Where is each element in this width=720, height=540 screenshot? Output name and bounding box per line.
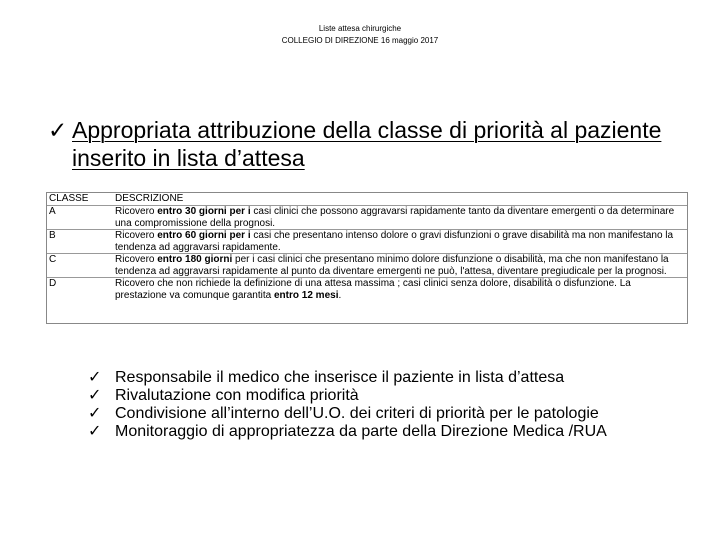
description-text: Ricovero che non richiede la definizione di una attesa massima ; casi clinici senza dolore, disabilità o disfunzione. La prestazione va comunque garantita — [115, 278, 631, 301]
table-row — [47, 254, 687, 278]
checkmark-icon: ✓ — [88, 423, 102, 440]
description-cell — [113, 278, 687, 302]
class-cell: A — [47, 206, 113, 230]
column-header-descrizione: DESCRIZIONE — [113, 193, 687, 206]
table-row — [47, 206, 687, 230]
description-text: per i casi clinici che presentano minimo dolore disfunzione o disabilità, ma che non manifestano la tendenza ad aggravarsi rapidamente al punto da diventare emergenti ne può, l'attesa, diventare pregiudicale per la prognosi. — [115, 254, 669, 277]
priority-class-table — [46, 192, 688, 324]
class-cell: C — [47, 254, 113, 278]
list-item — [88, 369, 688, 387]
title-text: Appropriata attribuzione della classe di priorità al paziente inserito in lista d’attesa — [72, 117, 662, 171]
description-cell — [113, 230, 687, 254]
list-item-text: Condivisione all’interno dell’U.O. dei criteri di priorità per le patologie — [115, 405, 599, 422]
description-bold: entro 12 mesi — [274, 289, 339, 301]
list-item-text: Monitoraggio di appropriatezza da parte della Direzione Medica /RUA — [115, 423, 607, 440]
list-item — [88, 405, 688, 423]
list-item — [88, 423, 688, 441]
description-cell — [113, 254, 687, 278]
checkmark-icon: ✓ — [88, 369, 102, 386]
table-row — [47, 278, 687, 302]
table-header-row — [47, 193, 687, 206]
description-text: casi clinici che possono aggravarsi rapidamente tanto da diventare emergenti o da determinare una compromissione della prognosi. — [115, 206, 675, 229]
description-text: Ricovero — [115, 254, 158, 265]
bullet-list — [88, 369, 688, 441]
table-row — [47, 230, 687, 254]
header-line-2: COLLEGIO DI DIREZIONE 16 maggio 2017 — [281, 36, 439, 45]
description-text: Ricovero — [115, 230, 158, 241]
description-text: casi che presentano intenso dolore o gravi disfunzioni o grave disabilità ma non manifestano la tendenza ad aggravarsi rapidamente. — [115, 230, 674, 253]
slide-title — [48, 116, 688, 172]
class-cell: D — [47, 278, 113, 302]
list-item — [88, 387, 688, 405]
checkmark-icon: ✓ — [48, 117, 68, 143]
class-cell: B — [47, 230, 113, 254]
description-bold: entro 60 giorni per i — [157, 230, 251, 241]
column-header-classe: CLASSE — [47, 193, 113, 206]
list-item-text: Rivalutazione con modifica priorità — [115, 387, 359, 404]
checkmark-icon: ✓ — [88, 405, 102, 422]
description-cell — [113, 206, 687, 230]
description-bold: entro 180 giorni — [157, 254, 233, 265]
description-bold: entro 30 giorni per i — [157, 206, 251, 217]
slide-header — [0, 23, 720, 47]
header-line-1: Liste attesa chirurgiche — [318, 24, 402, 33]
description-text: Ricovero — [115, 206, 158, 217]
checkmark-icon: ✓ — [88, 387, 102, 404]
description-text: . — [338, 289, 342, 301]
list-item-text: Responsabile il medico che inserisce il paziente in lista d’attesa — [115, 369, 565, 386]
